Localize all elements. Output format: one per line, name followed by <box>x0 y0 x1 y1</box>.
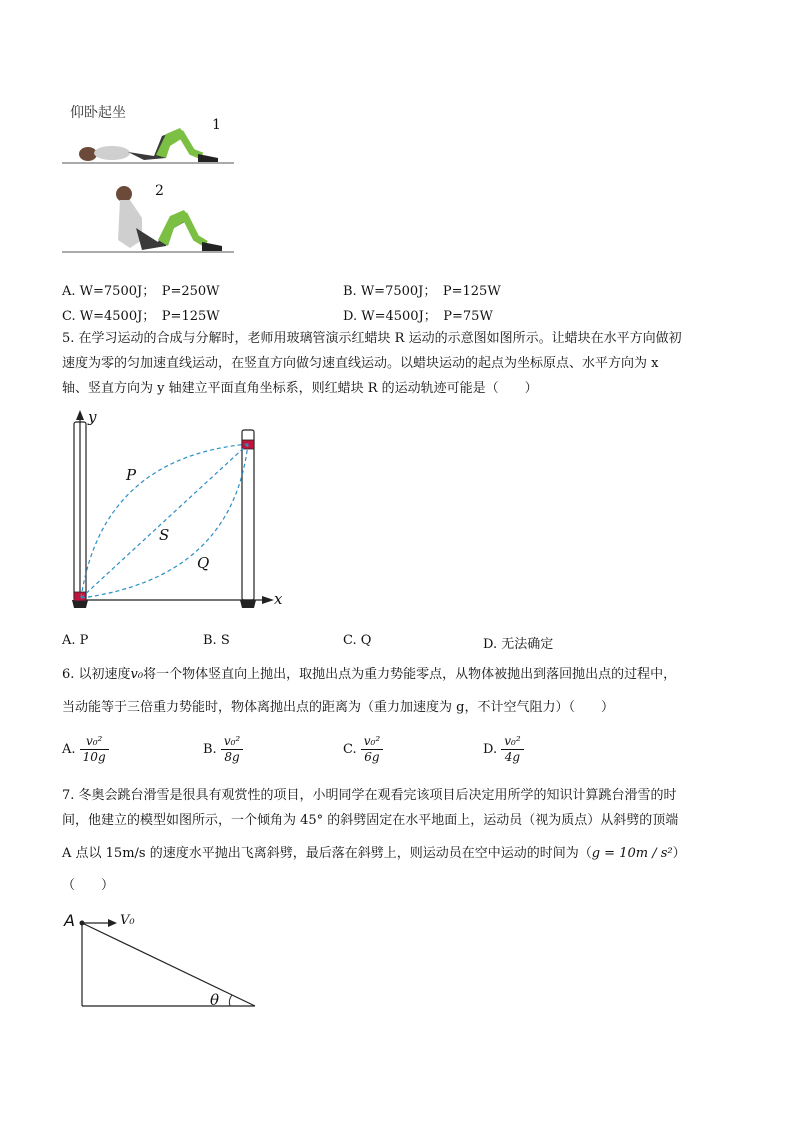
incline-diagram <box>62 908 272 1014</box>
q5-option-d: D. 无法确定 <box>483 637 554 652</box>
q6-option-a-fraction <box>80 734 109 765</box>
q5-option-c: C. Q <box>343 633 372 648</box>
q5-line-3: 轴、竖直方向为 y 轴建立平面直角坐标系，则红蜡块 R 的运动轨迹可能是（ ） <box>62 381 538 396</box>
point-a-label: A <box>64 911 75 930</box>
v0-label: V₀ <box>120 913 135 928</box>
q7-figure <box>62 908 272 1014</box>
gravity-formula: g = 10m / s² <box>591 846 673 861</box>
situp-label-2: 2 <box>155 183 164 199</box>
y-axis-label: y <box>88 408 97 426</box>
q7-line-3a: A 点以 15m/s 的速度水平抛出飞离斜劈，最后落在斜劈上，则运动员在空中运动的时间为（ <box>62 846 592 861</box>
q6-option-c <box>343 734 383 765</box>
curve-p-label: P <box>126 466 137 484</box>
q5-line-1: 5. 在学习运动的合成与分解时，老师用玻璃管演示红蜡块 R 运动的示意图如图所示。让蜡块在水平方向做初 <box>62 331 682 346</box>
q6-line-1a: 6. 以初速度 <box>62 667 131 682</box>
q7-line-4: （ ） <box>62 878 115 893</box>
q6-option-b-den: 8g <box>224 750 240 764</box>
q6-option-c-label: C. <box>343 742 357 757</box>
v0-symbol: v₀ <box>130 667 144 682</box>
situp-label-1: 1 <box>212 117 221 133</box>
situp-caption: 仰卧起坐 <box>70 105 126 121</box>
line-s-label: S <box>159 526 170 544</box>
curve-q-label: Q <box>197 554 210 572</box>
q7-line-1: 7. 冬奥会跳台滑雪是很具有观赏性的项目，小明同学在观看完该项目后决定用所学的知识计算跳台滑雪的时 <box>62 788 677 803</box>
q6-option-b-label: B. <box>203 742 217 757</box>
q6-line-2: 当动能等于三倍重力势能时，物体离抛出点的距离为（重力加速度为 g，不计空气阻力）（ ） <box>62 700 614 715</box>
q6-line-1b: 将一个物体竖直向上抛出，取抛出点为重力势能零点，从物体被抛出到落回抛出点的过程中， <box>143 667 677 682</box>
situp-illustration <box>62 100 242 260</box>
q6-option-d <box>483 734 524 765</box>
q4-option-a: A. W=7500J； P=250W <box>62 284 220 299</box>
q6-option-d-label: D. <box>483 742 498 757</box>
q5-option-a: A. P <box>62 633 89 648</box>
q6-option-c-den: 6g <box>364 750 380 764</box>
q4-option-d: D. W=4500J； P=75W <box>343 309 493 324</box>
q6-option-b-num: v₀² <box>221 734 243 750</box>
q6-option-a-den: 10g <box>82 750 106 764</box>
q6-line-1 <box>62 667 676 683</box>
q6-option-b <box>203 734 243 765</box>
q7-line-3c: ） <box>672 846 686 861</box>
q6-option-b-fraction <box>221 734 243 765</box>
q6-option-d-den: 4g <box>504 750 521 764</box>
q7-line-3 <box>62 846 686 862</box>
q7-line-2: 间，他建立的模型如图所示，一个倾角为 45° 的斜劈固定在水平地面上，运动员（视为质点）从斜劈的顶端 <box>62 813 679 828</box>
x-axis-label: x <box>274 590 283 608</box>
q6-option-c-num: v₀² <box>361 734 383 750</box>
q5-figure <box>62 408 292 618</box>
q4-option-b: B. W=7500J； P=125W <box>343 284 501 299</box>
situp-figure <box>62 100 242 260</box>
q6-option-a-num: v₀² <box>80 734 109 750</box>
theta-label: θ <box>210 991 220 1009</box>
glass-tube-diagram <box>62 408 292 618</box>
q6-option-c-fraction <box>361 734 383 765</box>
q4-option-c: C. W=4500J； P=125W <box>62 309 220 324</box>
q5-option-b: B. S <box>203 633 230 648</box>
q5-line-2: 速度为零的匀加速直线运动，在竖直方向做匀速直线运动。以蜡块运动的起点为坐标原点、水平方向为 x <box>62 356 659 371</box>
q6-option-d-fraction <box>501 734 523 765</box>
q6-option-d-num: v₀² <box>501 734 523 750</box>
q6-option-a <box>62 734 109 765</box>
q6-option-a-label: A. <box>62 742 76 757</box>
